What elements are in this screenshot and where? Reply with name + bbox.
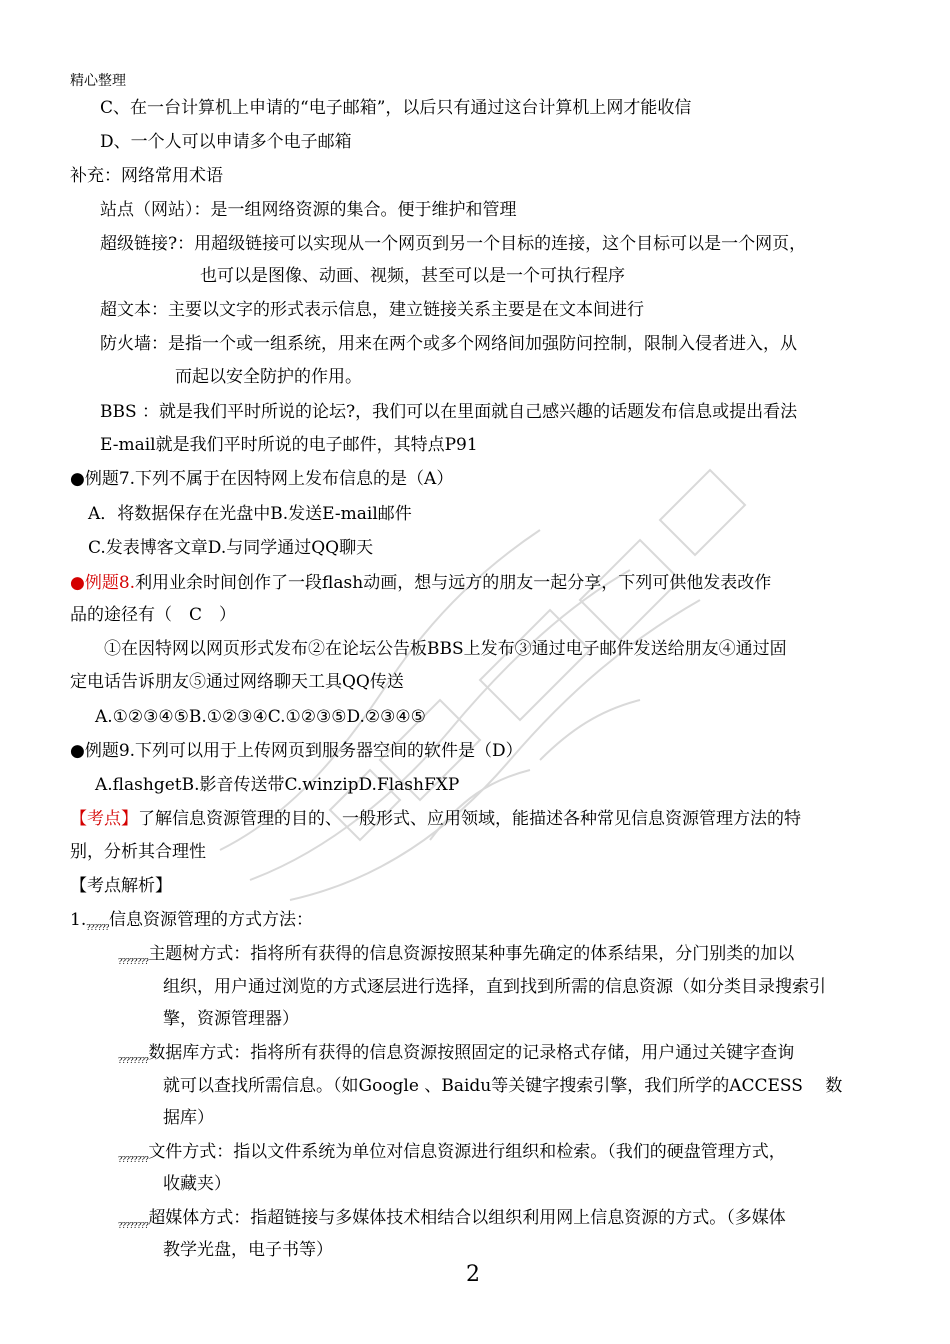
bullet-placeholder: ?????? <box>86 923 109 932</box>
text-line: D、一个人可以申请多个电子邮箱 <box>100 132 352 152</box>
example-question: ●例题7.下列不属于在因特网上发布信息的是（A） <box>70 469 454 489</box>
list-item <box>70 909 313 934</box>
bullet-placeholder: ???????? <box>118 1155 149 1164</box>
text-line: 防火墙：是指一个或一组系统，用来在两个或多个网络间加强防问控制，限制入侵者进入，从 <box>100 334 797 354</box>
answer-option-line: A．将数据保存在光盘中B.发送E-mail邮件 <box>88 504 412 524</box>
list-item <box>118 1141 786 1166</box>
text-line: 也可以是图像、动画、视频，甚至可以是一个可执行程序 <box>200 266 625 286</box>
list-item <box>118 1207 786 1232</box>
text-line: C、在一台计算机上申请的“电子邮箱”，以后只有通过这台计算机上网才能收信 <box>100 98 692 118</box>
text-line: 教学光盘，电子书等） <box>163 1240 333 1260</box>
text-line: 擎，资源管理器） <box>163 1009 299 1029</box>
answer-option-line: A.①②③④⑤B.①②③④C.①②③⑤D.②③④⑤ <box>95 707 426 727</box>
bullet-placeholder: ???????? <box>118 1056 149 1065</box>
bullet-placeholder: ???????? <box>118 957 149 966</box>
example-label: ●例题8. <box>70 573 136 593</box>
text-line: 定电话告诉朋友⑤通过网络聊天工具QQ传送 <box>70 672 404 692</box>
text-line: 超级链接?：用超级链接可以实现从一个网页到另一个目标的连接，这个目标可以是一个网页， <box>100 234 807 254</box>
text-line: 组织，用户通过浏览的方式逐层进行选择，直到找到所需的信息资源（如分类目录搜索引 <box>163 977 826 997</box>
text-line: BBS ：就是我们平时所说的论坛?，我们可以在里面就自己感兴趣的话题发布信息或提出看法 <box>100 402 798 422</box>
page-header: 精心整理 <box>70 73 126 89</box>
key-point-label: 【考点】 <box>70 809 138 829</box>
example-question: ●例题9.下列可以用于上传网页到服务器空间的软件是（D） <box>70 741 523 761</box>
question-text: 利用业余时间创作了一段flash动画，想与远方的朋友一起分享，下列可供他发表改作 <box>135 573 772 593</box>
bullet-placeholder: ???????? <box>118 1221 149 1230</box>
key-point-text: 了解信息资源管理的目的、一般形式、应用领域，能描述各种常见信息资源管理方法的特 <box>138 809 801 829</box>
text-line: 而起以安全防护的作用。 <box>175 367 362 387</box>
list-item-text: 文件方式：指以文件系统为单位对信息资源进行组织和检索。（我们的硬盘管理方式， <box>148 1142 786 1162</box>
text-line: 别，分析其合理性 <box>70 842 206 862</box>
page-number: 2 <box>466 1262 480 1287</box>
section-heading: 补充：网络常用术语 <box>70 166 223 186</box>
list-item-text: 信息资源管理的方式方法： <box>108 910 313 930</box>
answer-option-line: C.发表博客文章D.与同学通过QQ聊天 <box>88 538 374 558</box>
text-line: 超文本：主要以文字的形式表示信息，建立链接关系主要是在文本间进行 <box>100 300 644 320</box>
text-line: 据库） <box>163 1108 214 1128</box>
section-heading: 【考点解析】 <box>70 876 172 896</box>
list-number: 1. <box>70 910 87 930</box>
list-item <box>118 943 794 968</box>
watermark-stamp <box>180 380 800 940</box>
text-line: E-mail就是我们平时所说的电子邮件，其特点P91 <box>100 435 478 455</box>
list-item-text: 超媒体方式：指超链接与多媒体技术相结合以组织利用网上信息资源的方式。（多媒体 <box>148 1208 786 1228</box>
example-question <box>70 572 771 594</box>
list-item <box>118 1042 794 1067</box>
answer-option-line: A.flashgetB.影音传送带C.winzipD.FlashFXP <box>95 775 460 795</box>
text-line: 收藏夹） <box>163 1174 231 1194</box>
list-item-text: 主题树方式：指将所有获得的信息资源按照某种事先确定的体系结果，分门别类的加以 <box>148 944 795 964</box>
text-line: ①在因特网以网页形式发布②在论坛公告板BBS上发布③通过电子邮件发送给朋友④通过固 <box>104 639 787 659</box>
text-line: 品的途径有（ C ） <box>70 605 237 625</box>
list-item-text: 数据库方式：指将所有获得的信息资源按照固定的记录格式存储，用户通过关键字查询 <box>148 1043 795 1063</box>
key-point <box>70 808 801 830</box>
text-line: 就可以查找所需信息。（如Google 、Baidu等关键字搜索引擎，我们所学的ACCESS 数 <box>163 1076 843 1096</box>
text-line: 站点（网站）：是一组网络资源的集合。便于维护和管理 <box>100 200 517 220</box>
